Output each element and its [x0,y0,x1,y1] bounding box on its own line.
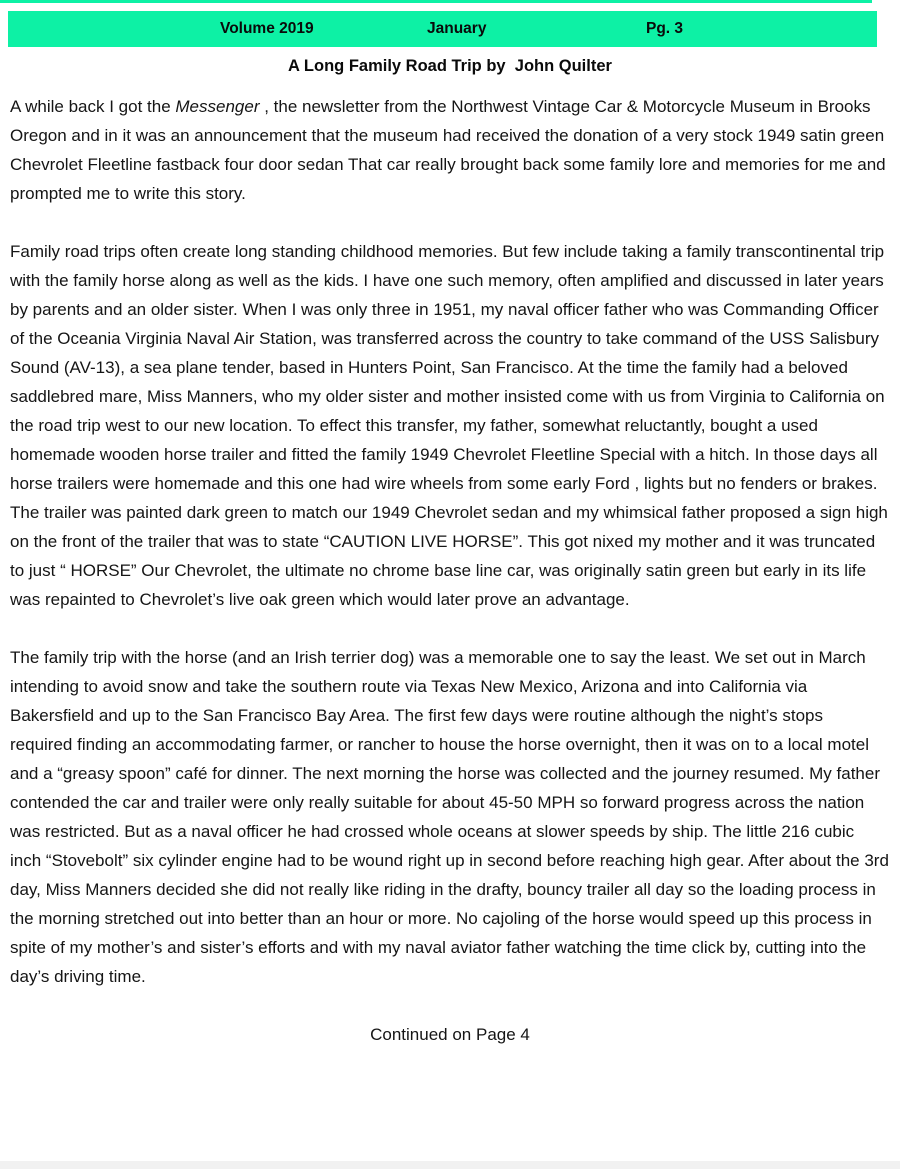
bottom-edge-strip [0,1161,900,1169]
paragraph [10,92,890,208]
text-run: Family road trips often create long standing childhood memories. But few include taking a family transcontinental trip with the family horse along as well as the kids. I have one such memory, often amplified and discussed in later years by parents and an older sister. When I was only three in 1951, my naval officer father who was Commanding Officer of the Oceania Virginia Naval Air Station, was transferred across the country to take command of the USS Salisbury Sound (AV-13), a sea plane tender, based in Hunters Point, San Francisco. At the time the family had a beloved saddlebred mare, Miss Manners, who my older sister and mother insisted come with us from Virginia to California on the road trip west to our new location. To effect this transfer, my father, somewhat reluctantly, bought a used homemade wooden horse trailer and fitted the family 1949 Chevrolet Fleetline Special with a hitch. In those days all horse trailers were homemade and this one had wire wheels from some early Ford , lights but no fenders or brakes. The trailer was painted dark green to match our 1949 Chevrolet sedan and my whimsical father proposed a sign high on the front of the trailer that was to state “CAUTION LIVE HORSE”. This got nixed my mother and it was truncated to just “ HORSE” Our Chevrolet, the ultimate no chrome base line car, was originally satin green but early in its life was repainted to Chevrolet’s live oak green which would later prove an advantage. [10,242,888,609]
paragraph [10,237,890,614]
article-title: A Long Family Road Trip by John Quilter [288,57,612,75]
text-run: A while back I got the [10,97,176,116]
newsletter-header-bar [8,11,877,47]
italic-text-run: Messenger [175,97,260,116]
text-run: The family trip with the horse (and an Irish terrier dog) was a memorable one to say the least. We set out in March intending to avoid snow and take the southern route via Texas New Mexico, Arizona and into California via Bakersfield and up to the San Francisco Bay Area. The first few days were routine although the night’s stops required finding an accommodating farmer, or rancher to house the horse overnight, then it was on to a local motel and a “greasy spoon” café for dinner. The next morning the horse was collected and the journey resumed. My father contended the car and trailer were only really suitable for about 45-50 MPH so forward progress across the nation was restricted. But as a naval officer he had crossed whole oceans at slower speeds by ship. The little 216 cubic inch “Stovebolt” six cylinder engine had to be wound right up in second before reaching high gear. After about the 3rd day, Miss Manners decided she did not really like riding in the drafty, bouncy trailer all day so the loading process in the morning stretched out into better than an hour or more. No cajoling of the horse would speed up this process in spite of my mother’s and sister’s efforts and with my naval aviator father watching the time click by, cutting into the day’s driving time. [10,648,889,986]
article-body [10,92,890,1049]
paragraph [10,643,890,991]
text-run: , the newsletter from the Northwest Vintage Car & Motorcycle Museum in Brooks Oregon and in it was an announcement that the museum had received the donation of a very stock 1949 satin green Chevrolet Fleetline fastback four door sedan That car really brought back some family lore and memories for me and prompted me to write this story. [10,97,886,203]
continued-on-line: Continued on Page 4 [370,1025,530,1044]
top-accent-strip [0,0,872,3]
header-month: January [427,20,487,37]
header-volume: Volume 2019 [220,20,314,37]
header-page-number: Pg. 3 [646,20,684,37]
